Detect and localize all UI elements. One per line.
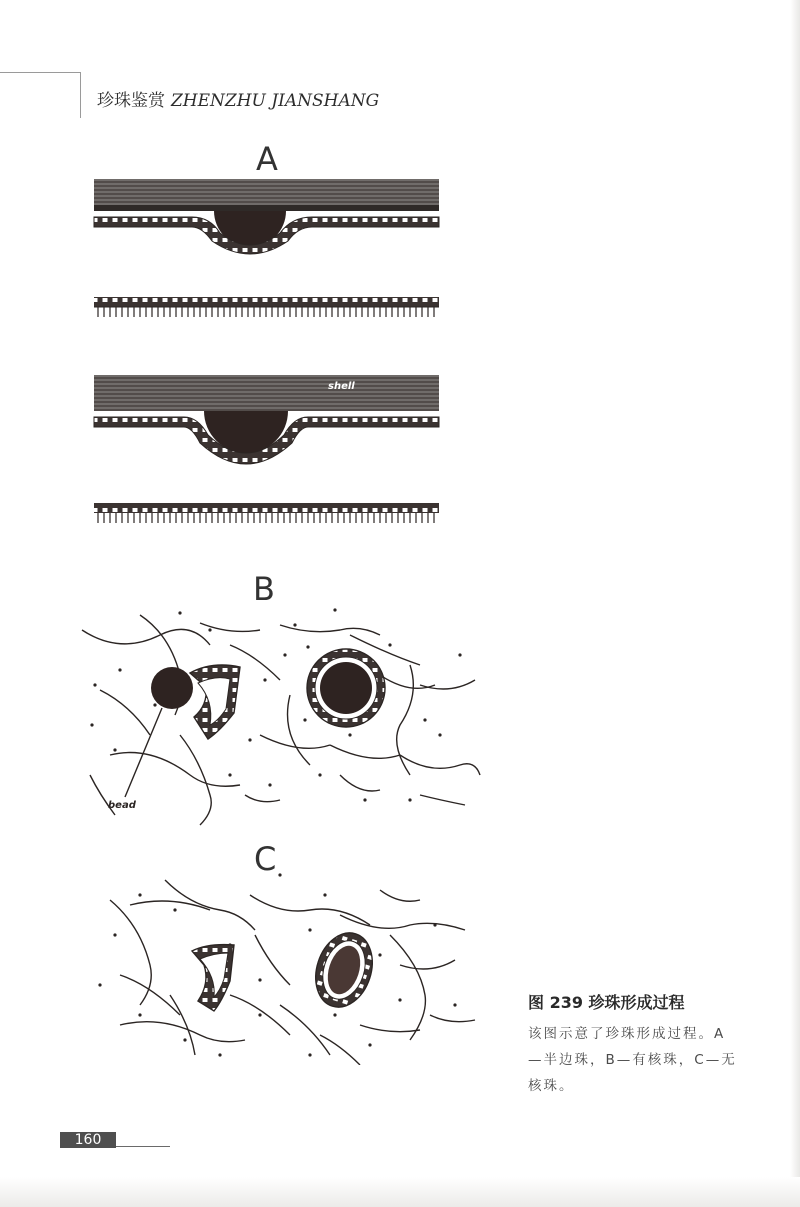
running-head-latin: ZHENZHU JIANSHANG — [171, 91, 380, 111]
page-bottom-shadow — [0, 1177, 800, 1207]
panel-a-top — [94, 179, 439, 254]
panel-a-strip-2 — [94, 503, 439, 523]
panel-a-label: A — [256, 140, 278, 178]
caption-title: 图 239 珍珠形成过程 — [528, 993, 685, 1012]
panel-a-strip-1 — [94, 297, 439, 317]
page-number: 160 — [60, 1132, 116, 1148]
panel-a-bottom — [94, 375, 439, 464]
nucleated-pearl — [320, 662, 372, 714]
panel-b-pearl-sac — [307, 649, 385, 727]
shell-layer-2 — [94, 375, 439, 411]
folio-rule — [116, 1146, 170, 1147]
panel-c-pearl-sac — [307, 926, 382, 1015]
header-vertical-rule — [80, 72, 81, 118]
header-rule — [0, 72, 80, 73]
caption-body: 该图示意了珍珠形成过程。A—半边珠，B—有核珠，C—无核珠。 — [528, 1026, 737, 1094]
epithelium-strip — [94, 297, 439, 307]
epithelium-strip-2 — [94, 503, 439, 513]
running-head-chinese: 珍珠鉴赏 — [97, 91, 165, 111]
panel-b-label: B — [253, 570, 275, 608]
panel-c-tissue — [110, 880, 475, 1065]
figure-caption — [528, 990, 738, 1099]
shell-label: shell — [328, 381, 355, 392]
panel-b-dots — [90, 608, 461, 801]
shell-underside — [94, 205, 439, 211]
panel-c-label: C — [254, 840, 277, 878]
pearl-formation-figure — [80, 135, 500, 1065]
panel-b-tissue — [82, 615, 480, 825]
bead-nucleus — [151, 667, 193, 709]
running-head — [97, 86, 379, 111]
page-right-edge — [790, 0, 800, 1207]
bead-label: bead — [108, 800, 136, 811]
shell-layer — [94, 179, 439, 209]
